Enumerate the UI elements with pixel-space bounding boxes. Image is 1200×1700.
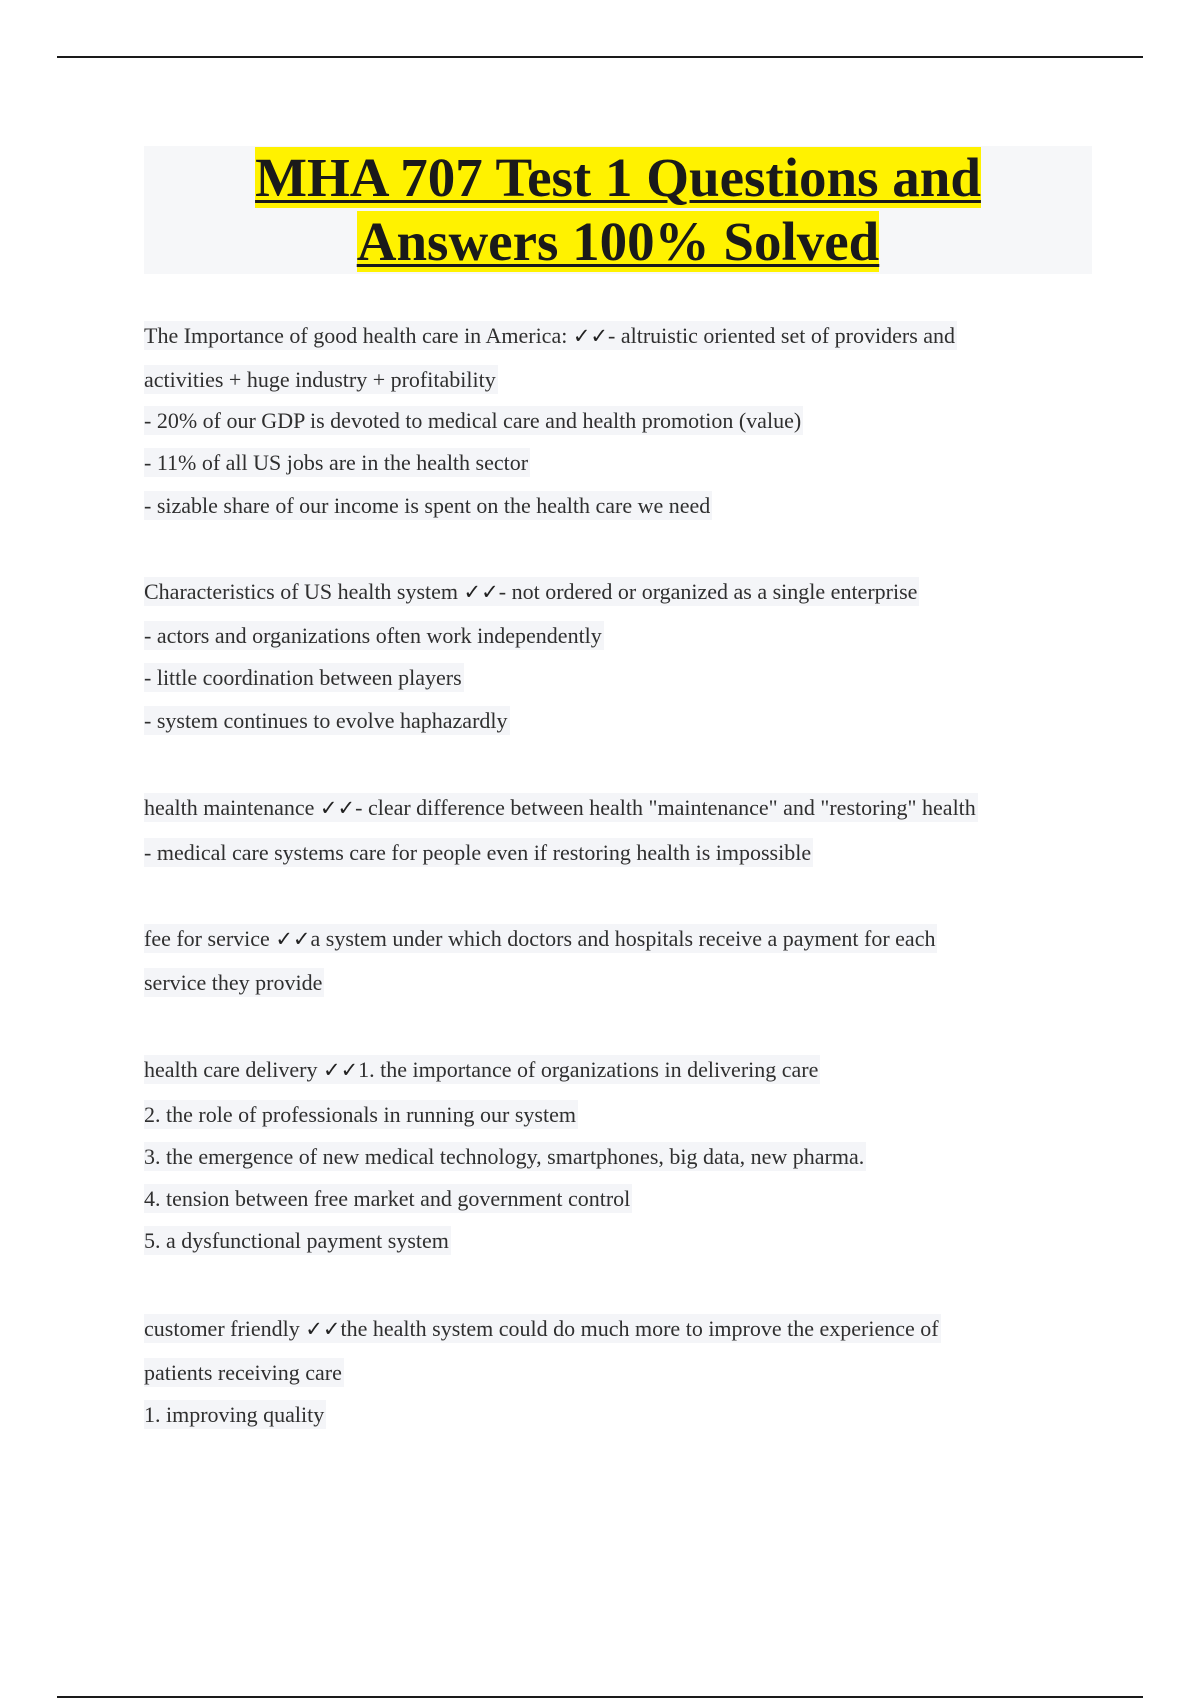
entry-customer-friendly-first-line xyxy=(144,1314,941,1344)
check-mark-icon: ✓✓ xyxy=(463,580,499,604)
entry-term: The Importance of good health care in America: xyxy=(144,323,573,348)
entry-line: - 20% of our GDP is devoted to medical care and health promotion (value) xyxy=(144,408,802,433)
entry-line: 4. tension between free market and government control xyxy=(144,1186,631,1211)
title-line-1: MHA 707 Test 1 Questions and xyxy=(255,147,981,208)
entry-term: customer friendly xyxy=(144,1316,306,1341)
entry-term: Characteristics of US health system xyxy=(144,579,464,604)
entry-health-maintenance-first-line xyxy=(144,793,978,823)
title-block xyxy=(144,146,1092,274)
check-mark-icon: ✓✓ xyxy=(322,1058,359,1082)
entry-line: activities + huge industry + profitability xyxy=(144,367,496,392)
entry-characteristics-first-line xyxy=(144,577,919,607)
title-line-2: Answers 100% Solved xyxy=(356,211,880,272)
entry-fee-for-service-first-line xyxy=(144,924,937,954)
entry-health-care-delivery-first-line xyxy=(144,1055,820,1085)
check-mark-icon: ✓✓ xyxy=(305,1317,341,1341)
entry-line: - little coordination between players xyxy=(144,665,462,690)
check-mark-icon: ✓✓ xyxy=(572,324,609,348)
check-mark-icon: ✓✓ xyxy=(275,927,311,951)
entry-line: - 11% of all US jobs are in the health sector xyxy=(144,450,529,475)
entry-answer: 1. the importance of organizations in delivering care xyxy=(358,1057,819,1082)
entry-line: 1. improving quality xyxy=(144,1402,325,1427)
entry-line: 3. the emergence of new medical technology, smartphones, big data, new pharma. xyxy=(144,1144,865,1169)
entry-line: - sizable share of our income is spent on the health care we need xyxy=(144,493,711,518)
check-mark-icon: ✓✓ xyxy=(319,796,356,820)
entry-line: - medical care systems care for people even if restoring health is impossible xyxy=(144,840,812,865)
entry-line: - system continues to evolve haphazardly xyxy=(144,708,508,733)
entry-answer: - not ordered or organized as a single enterprise xyxy=(498,579,918,604)
document-title xyxy=(144,146,1092,274)
entry-line: service they provide xyxy=(144,970,323,995)
entry-term: health care delivery xyxy=(144,1057,323,1082)
entry-term: fee for service xyxy=(144,926,276,951)
entry-answer: - clear difference between health "maintenance" and "restoring" health xyxy=(355,795,976,820)
entry-answer: a system under which doctors and hospitals receive a payment for each xyxy=(310,926,936,951)
entry-line: - actors and organizations often work independently xyxy=(144,623,602,648)
bottom-rule xyxy=(57,1696,1143,1698)
entry-answer: - altruistic oriented set of providers and xyxy=(608,323,956,348)
entry-term: health maintenance xyxy=(144,795,320,820)
entry-line: patients receiving care xyxy=(144,1360,342,1385)
top-rule xyxy=(57,56,1143,58)
entry-answer: the health system could do much more to improve the experience of xyxy=(340,1316,939,1341)
entry-line: 5. a dysfunctional payment system xyxy=(144,1228,449,1253)
entry-importance-first-line xyxy=(144,321,957,351)
entry-line: 2. the role of professionals in running our system xyxy=(144,1102,576,1127)
